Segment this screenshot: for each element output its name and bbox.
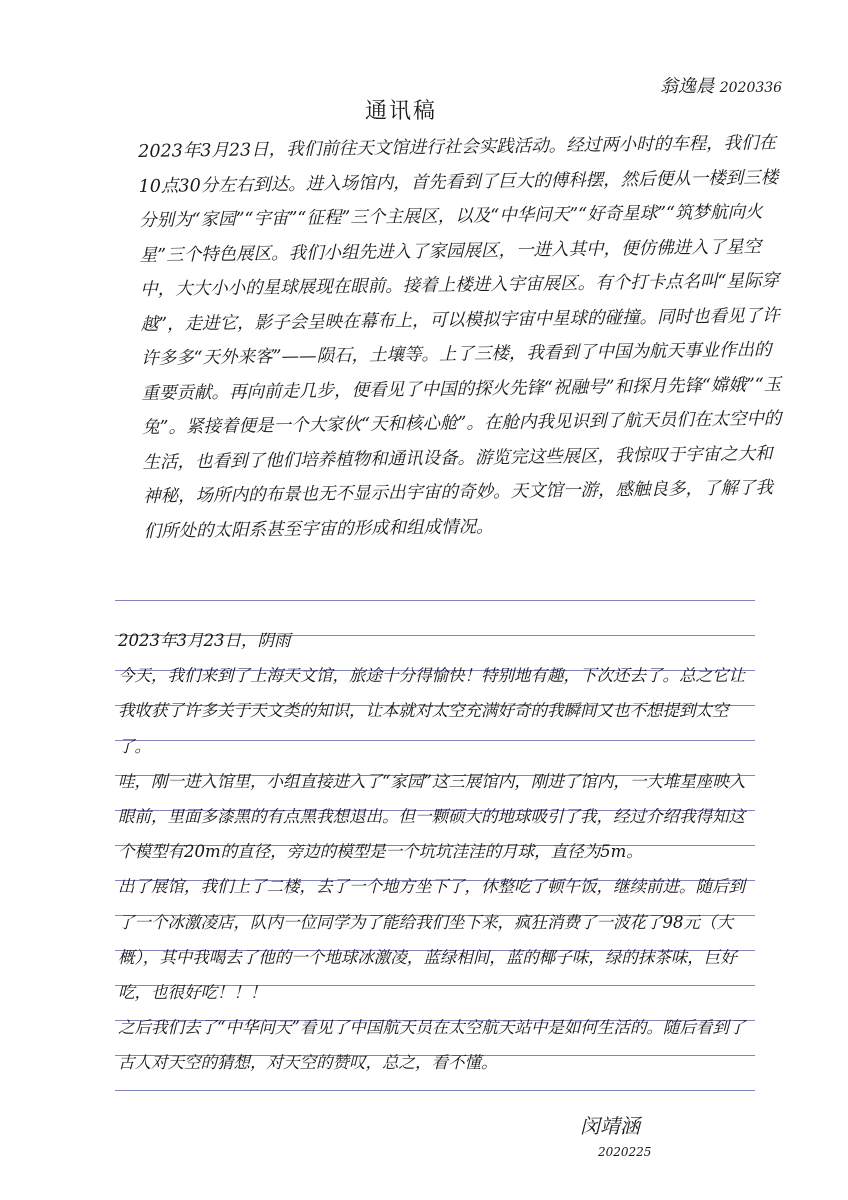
diary-paragraph: 今天，我们来到了上海天文馆，旅途十分得愉快！特别地有趣，下次还去了。总之它让我收获了许多关于天文类的知识，让本就对太空充满好奇的我瞬间又也不想提到太空了。 (118, 666, 745, 756)
diary-paragraph: 哇，刚一进入馆里，小组直接进入了“家园”这三展馆内，刚进了馆内，一大堆星座映入眼前，里面多漆黑的有点黑我想退出。但一颗硕大的地球吸引了我，经过介绍我得知这个模型有20m的直径，旁边的模型是一个坑坑洼洼的月球，直径为5m。 (118, 771, 746, 862)
author-id-top: 2020336 (719, 80, 783, 96)
ruled-line (115, 1090, 755, 1091)
diary-entry (118, 623, 750, 1081)
diary-paragraph: 出了展馆，我们上了二楼，去了一个地方坐下了，休整吃了顿午饭，继续前进。随后到了一个冰激凌店，队内一位同学为了能给我们坐下来，疯狂消费了一波花了98元（大概），其中我喝去了他的一个地球冰激凌，蓝绿相间，蓝的椰子味，绿的抹茶味，巨好吃，也很好吃！！！ (118, 877, 745, 1003)
author-id-bottom: 2020225 (598, 1145, 652, 1159)
ruled-line (115, 600, 755, 601)
news-essay (138, 126, 784, 549)
diary-paragraph: 之后我们去了“中华问天”看见了中国航天员在太空航天站中是如何生活的。随后看到了古人对天空的猜想，对天空的赞叹，总之，看不懂。 (118, 1018, 746, 1073)
author-signature-top (660, 72, 782, 98)
diary-date: 2023年3月23日，阴雨 (118, 631, 291, 650)
document-title: 通讯稿 (365, 99, 438, 124)
essay-body: 2023年3月23日，我们前往天文馆进行社会实践活动。经过两小时的车程，我们在10点30分左右到达。进入场馆内，首先看到了巨大的傅科摆，然后便从一楼到三楼分别为“家园”“宇宙”“征程”三个主展区，以及“中华问天”“好奇星球”“筑梦航向火星”三个特色展区。我们小组先进入了家园展区，一进入其中，便仿佛进入了星空中，大大小小的星球展现在眼前。接着上楼进入宇宙展区。有个打卡点名叫“星际穿越”，走进它，影子会呈映在幕布上，可以模拟宇宙中星球的碰撞。同时也看见了许许多多“天外来客”——陨石，土壤等。上了三楼，我看到了中国为航天事业作出的重要贡献。再向前走几步，便看见了中国的探火先锋“祝融号”和探月先锋“嫦娥”“玉兔”。紧接着便是一个大家伙“天和核心舱”。在舱内我见识到了航天员们在太空中的生活，也看到了他们培养植物和通讯设备。游览完这些展区，我惊叹于宇宙之大和神秘，场所内的布景也无不显示出宇宙的奇妙。天文馆一游，感触良多，了解了我们所处的太阳系甚至宇宙的形成和组成情况。 (138, 133, 782, 542)
author-signature-bottom: 闵靖涵 (580, 1114, 640, 1138)
author-name-top: 翁逸晨 (660, 76, 714, 97)
